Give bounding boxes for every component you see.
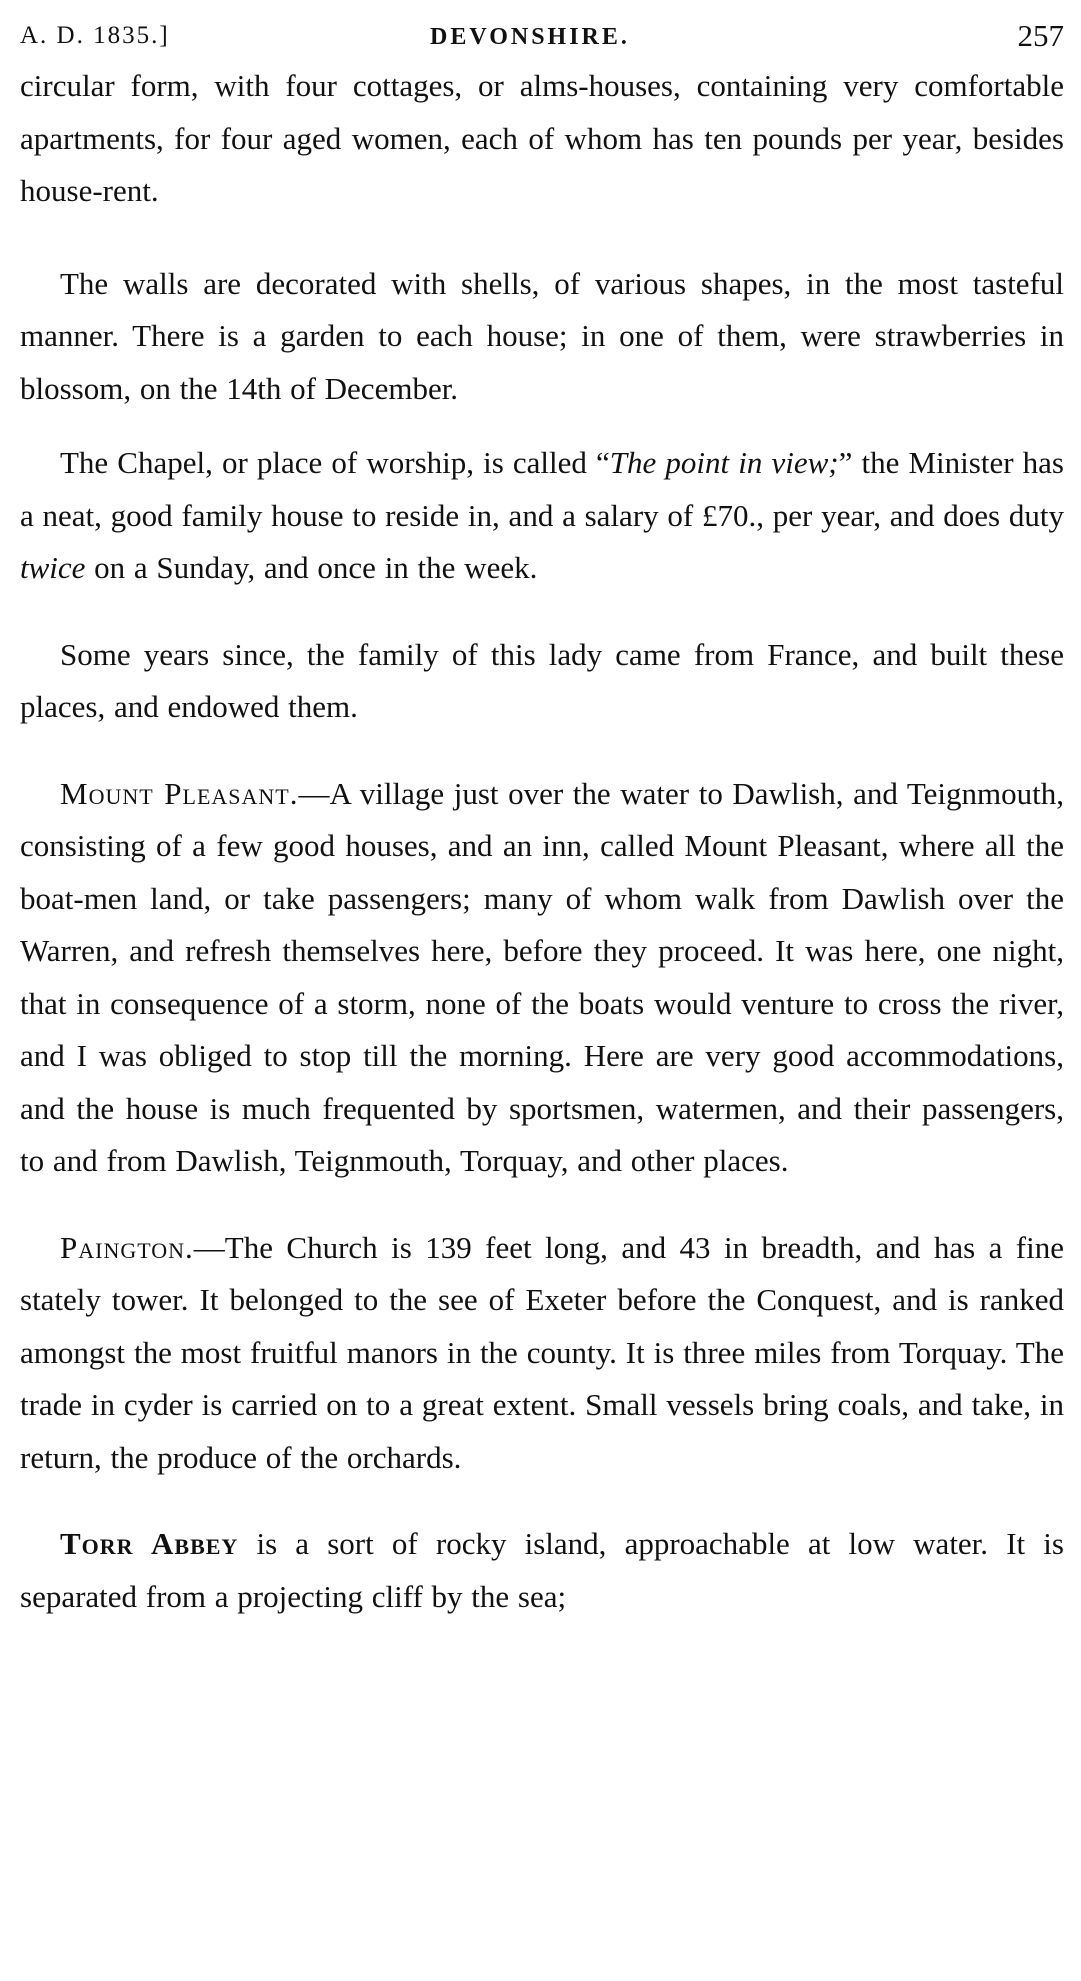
paragraph-chapel xyxy=(20,437,1064,595)
mount-pleasant-text: —A village just over the water to Dawlish, and Teignmouth, consisting of a few good houses, and an inn, called Mount Pleasant, where all the boat-men land, or take passengers; many of whom walk from Dawlish over the Warren, and refresh themselves here, before they proceed. It was here, one night, that in consequence of a storm, none of the boats would venture to cross the river, and I was obliged to stop till the morning. Here are very good accommodations, and the house is much frequented by sportsmen, watermen, and their passengers, to and from Dawlish, Teignmouth, Torquay, and other places. xyxy=(20,775,1065,1178)
chapel-text-a: The Chapel, or place of worship, is called “ xyxy=(60,445,610,480)
paragraph-paington xyxy=(20,1222,1064,1485)
book-page xyxy=(20,0,1064,1623)
chapel-name: The point in view; xyxy=(609,445,839,480)
chapel-emphasis: twice xyxy=(20,550,86,585)
page-number: 257 xyxy=(1017,18,1064,53)
header-year: A. D. 1835.] xyxy=(20,22,170,49)
heading-mount-pleasant: Mount Pleasant. xyxy=(60,775,299,811)
torr-abbey-text: is a sort of rocky island, approachable at low water. It is separated from a projecting cliff by the sea; xyxy=(20,1526,1064,1614)
paington-text: —The Church is 139 feet long, and 43 in breadth, and has a fine stately tower. It belonged to the see of Exeter before the Conquest, and is ranked amongst the most fruitful manors in the county. It is three miles from Torquay. The trade in cyder is carried on to a great extent. Small vessels bring coals, and take, in return, the produce of the orchards. xyxy=(20,1229,1064,1475)
paragraph-almshouses: circular form, with four cottages, or alms-houses, containing very comfortable apartments, for four aged women, each of whom has ten pounds per year, besides house-rent. xyxy=(20,68,1064,208)
running-header xyxy=(20,0,1064,60)
paragraph-mount-pleasant xyxy=(20,768,1064,1188)
paragraph-torr-abbey xyxy=(20,1518,1064,1623)
chapel-text-c: ” the Minister has a neat, good family house to reside in, and a salary of £70., per year, and does duty xyxy=(20,445,1064,533)
paragraph-family: Some years since, the family of this lady came from France, and built these places, and endowed them. xyxy=(20,636,1064,724)
header-title: DEVONSHIRE. xyxy=(430,24,630,50)
paragraph-walls: The walls are decorated with shells, of various shapes, in the most tasteful manner. There is a garden to each house; in one of them, were strawberries in blossom, on the 14th of December. xyxy=(20,265,1064,406)
heading-paington: Paington. xyxy=(60,1229,194,1265)
heading-torr-abbey: Torr Abbey xyxy=(60,1526,239,1561)
page-body xyxy=(20,60,1064,1623)
chapel-text-e: on a Sunday, and once in the week. xyxy=(85,550,538,585)
